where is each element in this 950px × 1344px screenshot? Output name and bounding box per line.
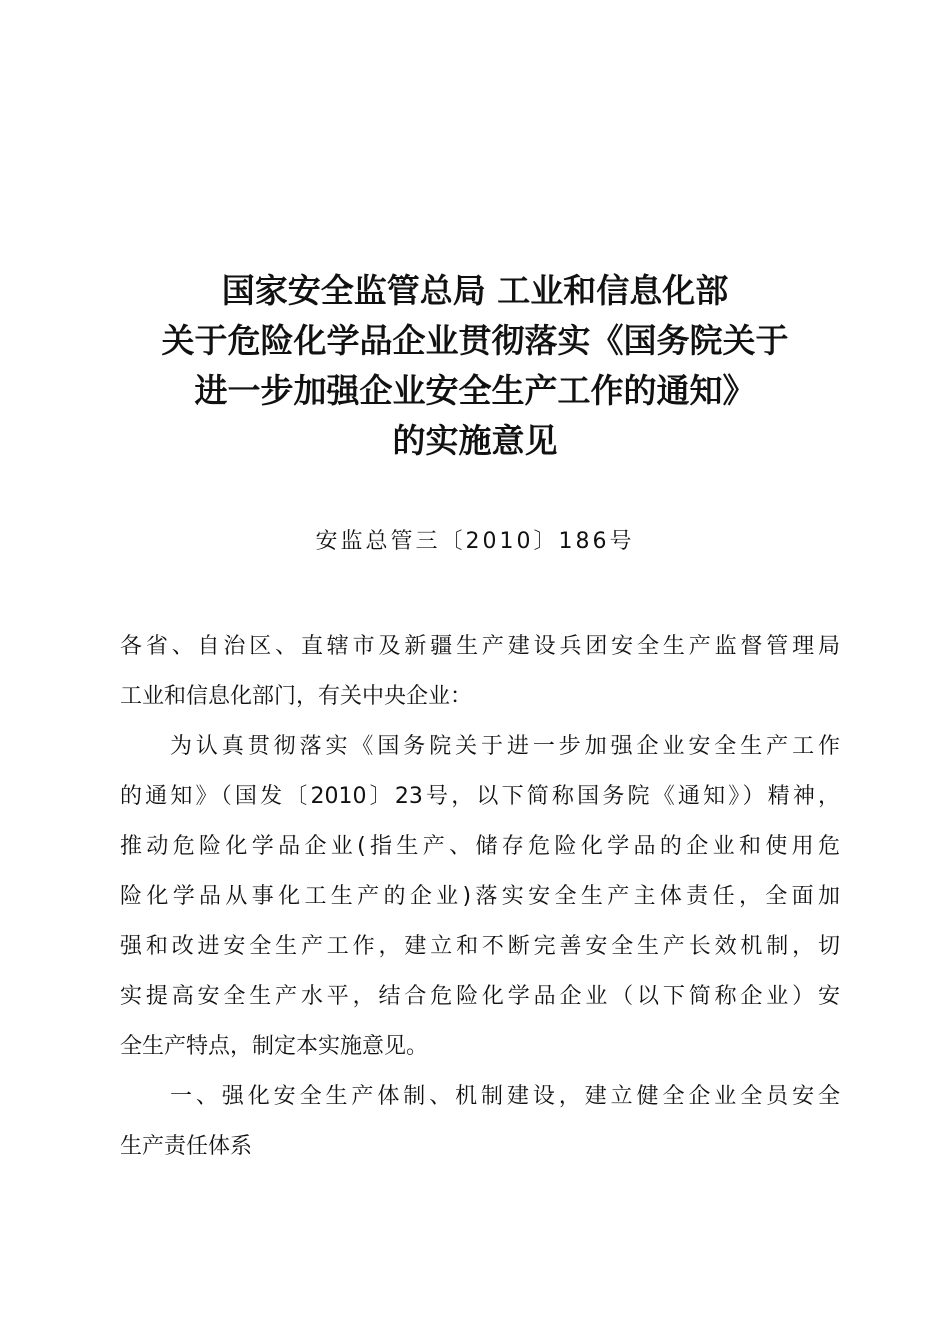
title-line-3: 进一步加强企业安全生产工作的通知》 [194, 371, 756, 410]
document-number: 安监总管三〔2010〕186号 [315, 529, 635, 554]
document-title [0, 266, 950, 466]
title-line-1: 国家安全监管总局 工业和信息化部 [221, 271, 729, 310]
title-line-4: 的实施意见 [392, 421, 558, 460]
paragraph1-line-1: 为认真贯彻落实《国务院关于进一步加强企业安全生产工作 [170, 734, 840, 759]
paragraph1-line-7: 全生产特点，制定本实施意见。 [120, 1034, 429, 1059]
paragraph1-line-2: 的通知》（国发〔2010〕23号，以下简称国务院《通知》）精神， [120, 784, 840, 809]
section1-heading-line-1: 一、强化安全生产体制、机制建设，建立健全企业全员安全 [170, 1084, 840, 1109]
addressee-line-1: 各省、自治区、直辖市及新疆生产建设兵团安全生产监督管理局 [120, 634, 840, 659]
paragraph1-line-5: 强和改进安全生产工作，建立和不断完善安全生产长效机制，切 [120, 934, 840, 959]
paragraph1-line-3: 推动危险化学品企业(指生产、储存危险化学品的企业和使用危 [120, 834, 840, 859]
section1-heading-line-2: 生产责任体系 [120, 1134, 253, 1159]
addressee-line-2: 工业和信息化部门，有关中央企业： [120, 684, 473, 709]
document-body [120, 622, 840, 1172]
title-line-2: 关于危险化学品企业贯彻落实《国务院关于 [161, 321, 789, 360]
paragraph1-line-4: 险化学品从事化工生产的企业)落实安全生产主体责任，全面加 [120, 884, 840, 909]
paragraph1-line-6: 实提高安全生产水平，结合危险化学品企业（以下简称企业）安 [120, 984, 840, 1009]
